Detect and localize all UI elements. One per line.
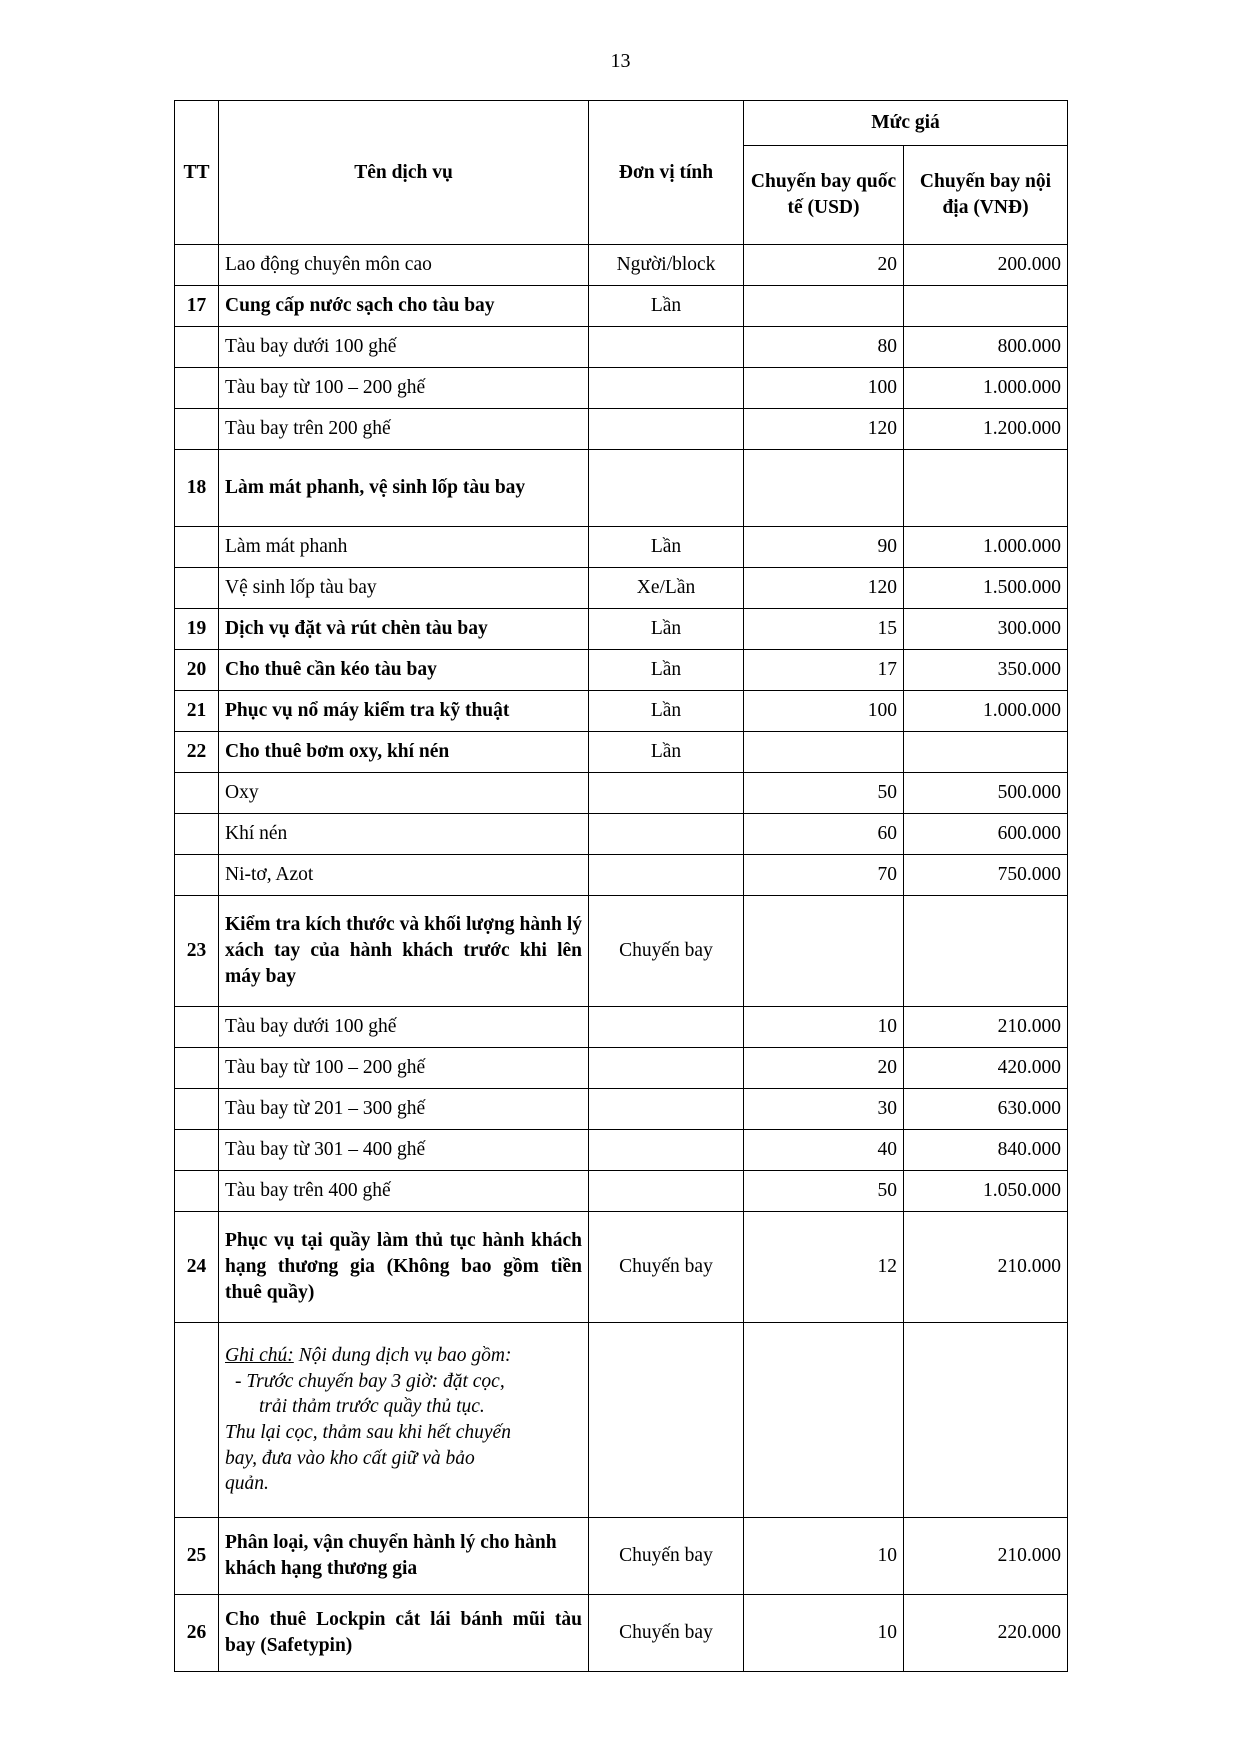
table-row — [175, 327, 1068, 368]
cell-service-name: Cho thuê Lockpin cắt lái bánh mũi tàu bay (Safetypin) — [219, 1595, 589, 1672]
cell-unit: Xe/Lần — [589, 568, 744, 609]
cell-unit: Lần — [589, 527, 744, 568]
cell-tt — [175, 368, 219, 409]
table-row — [175, 896, 1068, 1007]
table-row — [175, 1518, 1068, 1595]
cell-price-international: 70 — [744, 855, 904, 896]
cell-tt: 21 — [175, 691, 219, 732]
cell-price-international: 10 — [744, 1007, 904, 1048]
column-header-price-group: Mức giá — [744, 101, 1068, 146]
cell-tt — [175, 1130, 219, 1171]
cell-service-name: Phục vụ tại quầy làm thủ tục hành khách hạng thương gia (Không bao gồm tiền thuê quầy) — [219, 1212, 589, 1323]
cell-price-domestic: 1.000.000 — [904, 527, 1068, 568]
cell-tt — [175, 1007, 219, 1048]
cell-unit — [589, 1130, 744, 1171]
cell-price-international — [744, 1323, 904, 1518]
cell-service-name: Cho thuê cần kéo tàu bay — [219, 650, 589, 691]
cell-unit: Lần — [589, 732, 744, 773]
table-row — [175, 286, 1068, 327]
table-row — [175, 450, 1068, 527]
cell-price-international: 10 — [744, 1595, 904, 1672]
cell-tt — [175, 409, 219, 450]
cell-unit: Người/block — [589, 245, 744, 286]
cell-tt: 18 — [175, 450, 219, 527]
table-row — [175, 1171, 1068, 1212]
cell-price-domestic: 1.500.000 — [904, 568, 1068, 609]
cell-unit — [589, 1323, 744, 1518]
table-row — [175, 1130, 1068, 1171]
cell-tt: 25 — [175, 1518, 219, 1595]
table-row — [175, 609, 1068, 650]
table-row — [175, 773, 1068, 814]
cell-unit — [589, 855, 744, 896]
cell-unit — [589, 1048, 744, 1089]
cell-tt: 19 — [175, 609, 219, 650]
cell-price-domestic: 210.000 — [904, 1518, 1068, 1595]
column-header-price-domestic: Chuyến bay nội địa (VNĐ) — [904, 146, 1068, 245]
cell-price-domestic: 420.000 — [904, 1048, 1068, 1089]
table-row — [175, 691, 1068, 732]
cell-service-name: Tàu bay từ 100 – 200 ghế — [219, 1048, 589, 1089]
cell-price-domestic: 1.050.000 — [904, 1171, 1068, 1212]
cell-tt — [175, 814, 219, 855]
cell-price-international: 100 — [744, 691, 904, 732]
cell-service-name: Làm mát phanh, vệ sinh lốp tàu bay — [219, 450, 589, 527]
cell-unit: Chuyến bay — [589, 1518, 744, 1595]
cell-price-international: 90 — [744, 527, 904, 568]
cell-price-international: 50 — [744, 773, 904, 814]
cell-tt: 24 — [175, 1212, 219, 1323]
cell-service-name: Khí nén — [219, 814, 589, 855]
cell-price-international: 20 — [744, 1048, 904, 1089]
cell-price-international: 20 — [744, 245, 904, 286]
cell-unit: Lần — [589, 286, 744, 327]
cell-price-domestic: 210.000 — [904, 1007, 1068, 1048]
cell-service-name: Ni-tơ, Azot — [219, 855, 589, 896]
table-row — [175, 1595, 1068, 1672]
note-line-3: Thu lại cọc, thảm sau khi hết chuyến — [225, 1422, 511, 1443]
cell-unit — [589, 368, 744, 409]
cell-service-name: Tàu bay trên 200 ghế — [219, 409, 589, 450]
cell-service-name: Tàu bay từ 301 – 400 ghế — [219, 1130, 589, 1171]
cell-price-international: 50 — [744, 1171, 904, 1212]
cell-price-domestic: 1.000.000 — [904, 368, 1068, 409]
cell-service-name: Oxy — [219, 773, 589, 814]
cell-service-name: Cho thuê bơm oxy, khí nén — [219, 732, 589, 773]
cell-unit — [589, 1089, 744, 1130]
cell-unit — [589, 814, 744, 855]
cell-price-international: 80 — [744, 327, 904, 368]
note-line-2: trải thảm trước quầy thủ tục. — [259, 1396, 485, 1418]
cell-price-domestic: 500.000 — [904, 773, 1068, 814]
table-row — [175, 527, 1068, 568]
cell-service-name: Cung cấp nước sạch cho tàu bay — [219, 286, 589, 327]
cell-unit: Lần — [589, 650, 744, 691]
cell-service-name: Làm mát phanh — [219, 527, 589, 568]
cell-price-domestic: 1.200.000 — [904, 409, 1068, 450]
column-header-price-international: Chuyến bay quốc tế (USD) — [744, 146, 904, 245]
cell-price-domestic — [904, 450, 1068, 527]
cell-unit — [589, 327, 744, 368]
cell-tt — [175, 1323, 219, 1518]
cell-service-name: Tàu bay dưới 100 ghế — [219, 327, 589, 368]
note-line-4: bay, đưa vào kho cất giữ và bảo — [225, 1447, 475, 1469]
cell-price-international — [744, 286, 904, 327]
cell-price-domestic: 840.000 — [904, 1130, 1068, 1171]
table-row — [175, 1089, 1068, 1130]
cell-tt — [175, 773, 219, 814]
cell-price-international: 100 — [744, 368, 904, 409]
table-row — [175, 855, 1068, 896]
cell-price-domestic: 800.000 — [904, 327, 1068, 368]
cell-tt: 22 — [175, 732, 219, 773]
cell-unit — [589, 409, 744, 450]
cell-service-name: Lao động chuyên môn cao — [219, 245, 589, 286]
cell-tt: 26 — [175, 1595, 219, 1672]
cell-unit: Chuyến bay — [589, 1595, 744, 1672]
cell-price-international: 120 — [744, 568, 904, 609]
column-header-service-name: Tên dịch vụ — [219, 101, 589, 245]
table-header-row-1 — [175, 101, 1068, 146]
cell-price-domestic: 300.000 — [904, 609, 1068, 650]
cell-price-international: 60 — [744, 814, 904, 855]
cell-price-international — [744, 450, 904, 527]
cell-service-name: Tàu bay trên 400 ghế — [219, 1171, 589, 1212]
cell-service-name: Tàu bay từ 100 – 200 ghế — [219, 368, 589, 409]
cell-price-domestic — [904, 286, 1068, 327]
cell-unit: Lần — [589, 691, 744, 732]
cell-tt: 17 — [175, 286, 219, 327]
cell-price-international: 12 — [744, 1212, 904, 1323]
cell-service-name: Phân loại, vận chuyển hành lý cho hành khách hạng thương gia — [219, 1518, 589, 1595]
table-row — [175, 650, 1068, 691]
price-table — [174, 100, 1068, 1672]
note-label: Ghi chú: — [225, 1344, 294, 1366]
table-row — [175, 1048, 1068, 1089]
cell-price-domestic: 1.000.000 — [904, 691, 1068, 732]
cell-price-international: 17 — [744, 650, 904, 691]
cell-price-domestic: 350.000 — [904, 650, 1068, 691]
cell-service-name: Tàu bay từ 201 – 300 ghế — [219, 1089, 589, 1130]
cell-tt — [175, 245, 219, 286]
column-header-tt: TT — [175, 101, 219, 245]
cell-tt: 20 — [175, 650, 219, 691]
note-line-5: quản. — [225, 1473, 269, 1495]
cell-unit — [589, 450, 744, 527]
cell-price-international: 30 — [744, 1089, 904, 1130]
cell-unit — [589, 1007, 744, 1048]
page-number: 13 — [610, 50, 631, 72]
cell-price-international: 40 — [744, 1130, 904, 1171]
cell-tt — [175, 527, 219, 568]
cell-tt — [175, 568, 219, 609]
table-body — [175, 245, 1068, 1672]
cell-unit: Chuyến bay — [589, 896, 744, 1007]
table-row — [175, 409, 1068, 450]
cell-service-name: Kiểm tra kích thước và khối lượng hành lý xách tay của hành khách trước khi lên máy bay — [219, 896, 589, 1007]
table-row — [175, 814, 1068, 855]
cell-price-domestic: 750.000 — [904, 855, 1068, 896]
cell-price-international — [744, 896, 904, 1007]
table-row — [175, 1212, 1068, 1323]
cell-unit: Lần — [589, 609, 744, 650]
cell-tt — [175, 1048, 219, 1089]
note-line-1: - Trước chuyến bay 3 giờ: đặt cọc, — [235, 1370, 505, 1392]
table-row — [175, 1007, 1068, 1048]
cell-tt — [175, 327, 219, 368]
cell-tt: 23 — [175, 896, 219, 1007]
cell-tt — [175, 1089, 219, 1130]
cell-price-domestic: 600.000 — [904, 814, 1068, 855]
cell-tt — [175, 1171, 219, 1212]
cell-tt — [175, 855, 219, 896]
table-row-note — [175, 1323, 1068, 1518]
cell-service-name: Dịch vụ đặt và rút chèn tàu bay — [219, 609, 589, 650]
note-first-line — [225, 1343, 582, 1369]
cell-unit: Chuyến bay — [589, 1212, 744, 1323]
cell-price-domestic: 630.000 — [904, 1089, 1068, 1130]
table-row — [175, 368, 1068, 409]
cell-price-domestic: 210.000 — [904, 1212, 1068, 1323]
table-header — [175, 101, 1068, 245]
cell-service-name: Tàu bay dưới 100 ghế — [219, 1007, 589, 1048]
cell-price-international: 10 — [744, 1518, 904, 1595]
cell-price-domestic: 220.000 — [904, 1595, 1068, 1672]
price-table-container — [174, 100, 1067, 1672]
cell-price-domestic — [904, 1323, 1068, 1518]
cell-price-international — [744, 732, 904, 773]
cell-service-name: Phục vụ nổ máy kiểm tra kỹ thuật — [219, 691, 589, 732]
table-row — [175, 245, 1068, 286]
cell-unit — [589, 1171, 744, 1212]
cell-service-name: Vệ sinh lốp tàu bay — [219, 568, 589, 609]
cell-service-note — [219, 1323, 589, 1518]
column-header-unit: Đơn vị tính — [589, 101, 744, 245]
cell-price-domestic: 200.000 — [904, 245, 1068, 286]
cell-unit — [589, 773, 744, 814]
table-row — [175, 568, 1068, 609]
table-row — [175, 732, 1068, 773]
note-intro: Nội dung dịch vụ bao gồm: — [293, 1344, 512, 1366]
cell-price-international: 15 — [744, 609, 904, 650]
cell-price-international: 120 — [744, 409, 904, 450]
cell-price-domestic — [904, 896, 1068, 1007]
cell-price-domestic — [904, 732, 1068, 773]
